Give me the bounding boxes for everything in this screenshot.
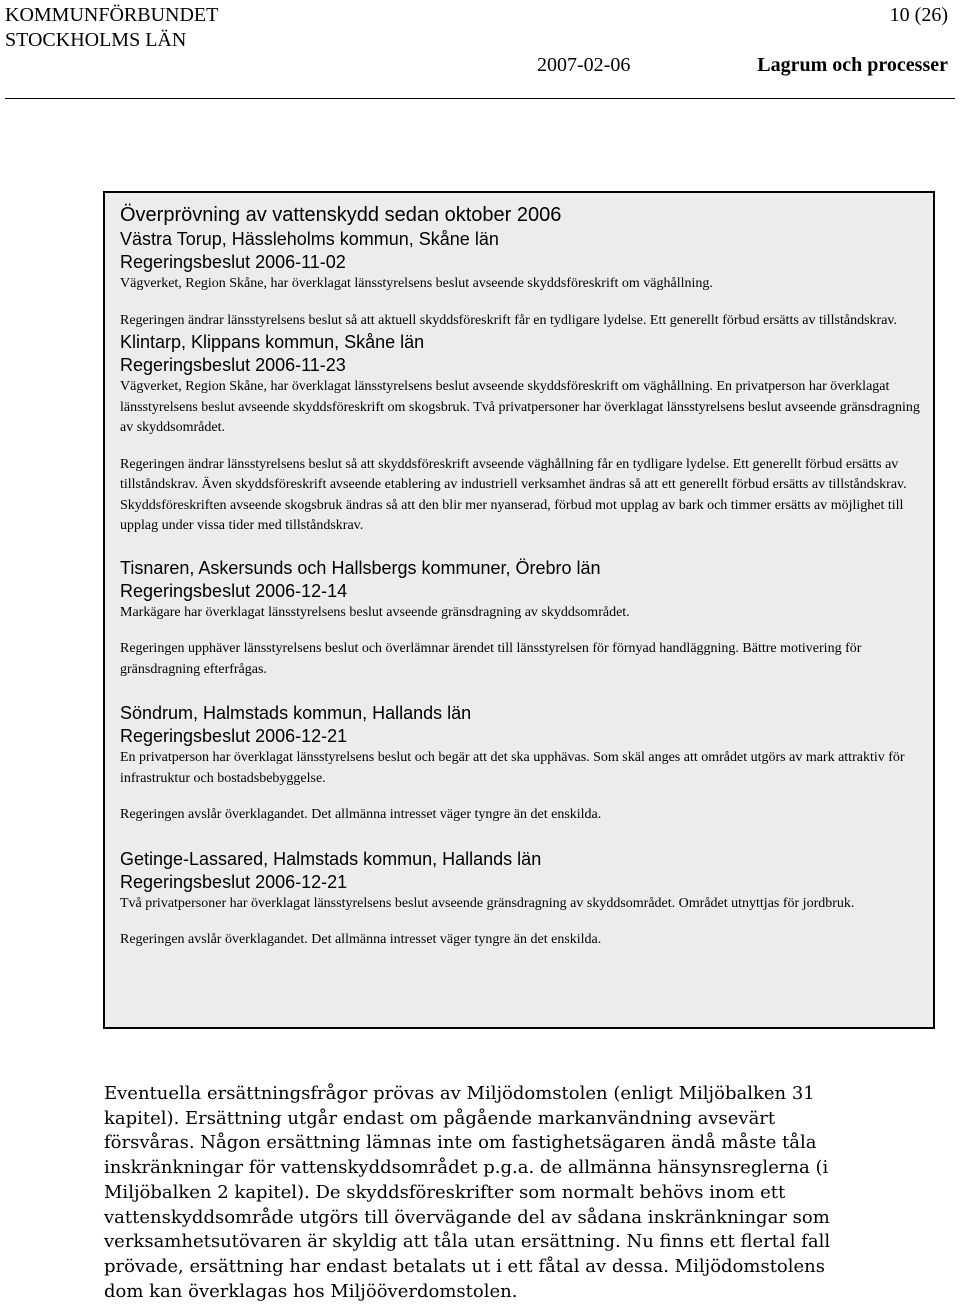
case-vastra-torup (120, 202, 920, 331)
case-appeal: Markägare har överklagat länsstyrelsens beslut avseende gränsdragning av skyddsområdet. (120, 604, 630, 620)
case-appeal: En privatperson har överklagat länsstyrelsens beslut och begär att det ska upphävas. Som skäl anges att området utgörs av mark attraktiv för infrastruktur och bostadsbebyggelse. (120, 750, 905, 786)
case-outcome: Regeringen ändrar länsstyrelsens beslut så att aktuell skyddsföreskrift får en tydligare lydelse. Ett generellt förbud ersätts av tillståndskrav. (120, 312, 898, 328)
case-appeal: Vägverket, Region Skåne, har överklagat länsstyrelsens beslut avseende skyddsföreskrift om väghållning. (120, 276, 713, 291)
case-tisnaren (120, 557, 920, 681)
case-appeal: Två privatpersoner har överklagat länsstyrelsens beslut avseende gränsdragning av skyddsområdet. Området utnyttjas för jordbruk. (120, 895, 855, 911)
case-place: Tisnaren, Askersunds och Hallsbergs kommuner, Örebro län (120, 557, 601, 578)
case-outcome: Regeringen avslår överklagandet. Det allmänna intresset väger tyngre än det enskilda. (120, 932, 602, 947)
case-decision: Regeringsbeslut 2006-12-21 (120, 726, 348, 746)
case-decision: Regeringsbeslut 2006-12-21 (120, 871, 348, 892)
appeals-box (103, 191, 935, 1029)
case-klintarp (120, 331, 920, 537)
case-place: Klintarp, Klippans kommun, Skåne län (120, 332, 425, 352)
case-place: Västra Torup, Hässleholms kommun, Skåne län (120, 229, 499, 249)
case-place: Getinge-Lassared, Halmstads kommun, Hallands län (120, 848, 542, 869)
case-outcome: Regeringen upphäver länsstyrelsens beslut och överlämnar ärendet till länsstyrelsen för förnyad handläggning. Bättre motivering för gränsdragning efterfrågas. (120, 641, 862, 677)
header-divider (5, 98, 955, 99)
organization-region: STOCKHOLMS LÄN (5, 29, 187, 51)
organization-name: KOMMUNFÖRBUNDET (5, 4, 219, 26)
case-outcome: Regeringen avslår överklagandet. Det allmänna intresset väger tyngre än det enskilda. (120, 807, 602, 822)
case-decision: Regeringsbeslut 2006-12-14 (120, 580, 348, 601)
case-place: Söndrum, Halmstads kommun, Hallands län (120, 703, 472, 723)
section-title: Lagrum och processer (757, 54, 948, 76)
case-sondrum (120, 702, 920, 826)
case-outcome: Regeringen ändrar länsstyrelsens beslut så att skyddsföreskrift avseende väghållning får en tydligare lydelse. Ett generellt förbud ersätts av tillståndskrav. Även skyddsföreskrift avseende etablering av industriell verksamhet ändras så att ett generellt förbud ersätts av tillståndskrav. Skyddsföreskriften avseende skogsbruk ändras så att den blir mer nyanserad, förbud mot upplag av bark och timmer ersätts av möjlighet till upplag under vissa tider med tillståndskrav. (120, 456, 907, 533)
body-paragraph: Eventuella ersättningsfrågor prövas av Miljödomstolen (enligt Miljöbalken 31 kapitel). Ersättning utgår endast om pågående markanvändning avsevärt försvåras. Någon ersättning lämnas inte om fastighetsägaren ändå måste tåla inskränkningar för vattenskyddsområdet p.g.a. de allmänna hänsynsreglerna (i Miljöbalken 2 kapitel). De skyddsföreskrifter som normalt behövs inom ett vattenskyddsområde utgörs till övervägande del av sådana inskränkningar som verksamhetsutövaren är skyldig att tåla utan ersättning. Nu finns ett flertal fall prövade, ersättning har endast betalats ut i ett fåtal av dessa. Miljödomstolens dom kan överklagas hos Miljööverdomstolen. (104, 1083, 831, 1302)
case-decision: Regeringsbeslut 2006-11-02 (120, 252, 346, 272)
page-number: 10 (26) (889, 4, 948, 26)
case-getinge-lassared (120, 848, 920, 951)
box-heading: Överprövning av vattenskydd sedan oktober 2006 (120, 204, 562, 226)
case-decision: Regeringsbeslut 2006-11-23 (120, 355, 346, 375)
case-appeal: Vägverket, Region Skåne, har överklagat länsstyrelsens beslut avseende skyddsföreskrift om väghållning. En privatperson har överklagat länsstyrelsens beslut avseende skyddsföreskrift om skogsbruk. Två privatpersoner har överklagat länsstyrelsens beslut avseende gränsdragning av skyddsområdet. (120, 379, 920, 435)
document-date: 2007-02-06 (537, 54, 631, 76)
